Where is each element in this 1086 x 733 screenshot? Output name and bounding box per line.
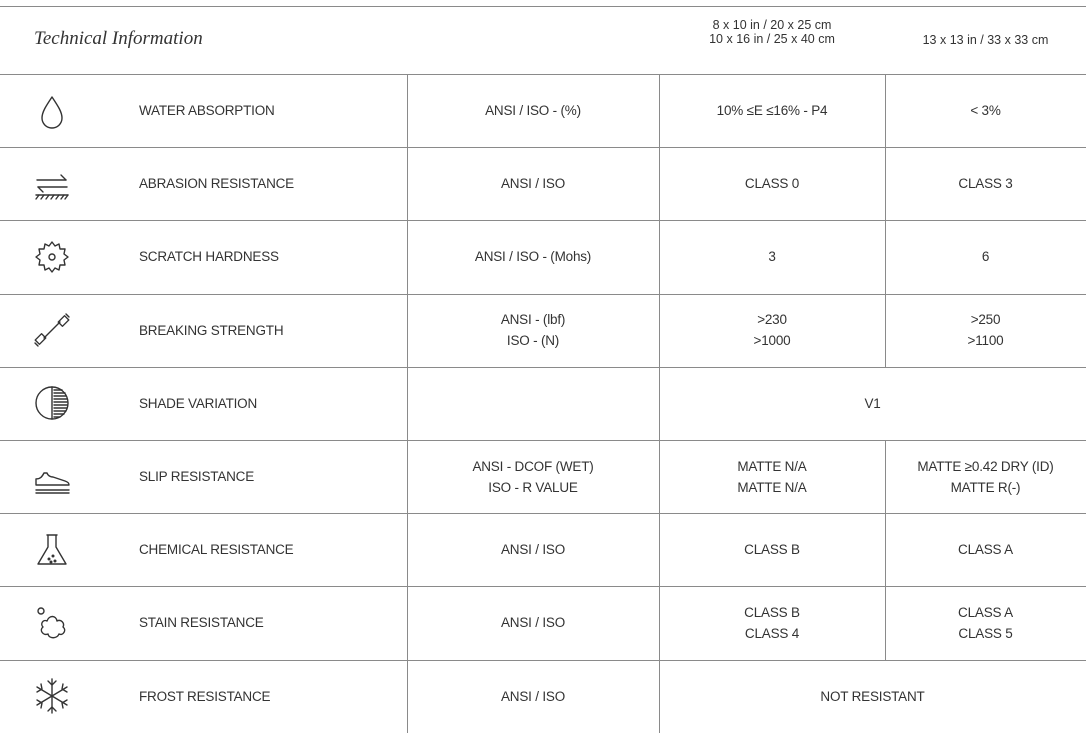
cell-line: NOT RESISTANT [820, 688, 925, 704]
dumbbell-icon [30, 308, 74, 352]
cell-line: CLASS 3 [958, 176, 1013, 192]
column-header-small-sizes [659, 18, 885, 46]
cell-line: CLASS 5 [958, 625, 1013, 641]
value-cell-large-size [885, 220, 1086, 293]
cell-line: CLASS B [744, 604, 800, 620]
column-header-line: 10 x 16 in / 25 x 40 cm [709, 32, 835, 46]
value-cell-large-size [885, 440, 1086, 513]
cell-line: 6 [981, 249, 990, 265]
cell-line: ANSI / ISO - (Mohs) [474, 249, 592, 265]
property-label: CHEMICAL RESISTANCE [139, 542, 294, 558]
abrasion-icon [30, 162, 74, 206]
cell-line: 10% ≤E ≤16% - P4 [716, 103, 828, 119]
gear-icon [30, 235, 74, 279]
cell-line: >1000 [753, 333, 791, 349]
value-cell-small-sizes [659, 220, 885, 293]
cell-line: ANSI / ISO - (%) [485, 103, 581, 119]
snowflake-icon [30, 674, 74, 718]
cell-line: CLASS 0 [744, 176, 800, 192]
column-header-line: 8 x 10 in / 20 x 25 cm [712, 18, 832, 32]
cell-line: ANSI / ISO [500, 176, 566, 192]
value-cell-small-sizes [659, 586, 885, 659]
cell-line: >230 [757, 312, 787, 328]
property-label: SHADE VARIATION [139, 395, 258, 411]
cell-line: ANSI / ISO [500, 615, 566, 631]
cell-line: MATTE R(-) [950, 479, 1021, 495]
cell-line: CLASS 4 [744, 625, 800, 641]
cell-line: ANSI / ISO [500, 542, 566, 558]
cell-line: ANSI - (lbf) [500, 312, 566, 328]
flask-icon [30, 528, 74, 572]
cell-line: CLASS B [744, 542, 800, 558]
standard-cell [407, 586, 659, 659]
standard-cell [407, 147, 659, 220]
cell-line: V1 [864, 395, 881, 411]
water-drop-icon [30, 89, 74, 133]
value-cell-small-sizes [659, 440, 885, 513]
stain-icon [30, 601, 74, 645]
cell-line: >1100 [967, 333, 1004, 349]
property-label: ABRASION RESISTANCE [139, 176, 294, 192]
cell-line: 3 [768, 249, 776, 265]
shoe-icon [30, 455, 74, 499]
cell-line: ISO - R VALUE [488, 479, 578, 495]
standard-cell [407, 513, 659, 586]
shade-circle-icon [30, 381, 74, 425]
standard-cell [407, 220, 659, 293]
merged-value-cell [659, 367, 1086, 440]
value-cell-small-sizes [659, 147, 885, 220]
value-cell-large-size [885, 294, 1086, 367]
cell-line: >250 [970, 312, 1001, 328]
cell-line: MATTE ≥0.42 DRY (ID) [917, 458, 1054, 474]
page-title: Technical Information [34, 28, 203, 49]
property-label: FROST RESISTANCE [139, 688, 271, 704]
value-cell-large-size [885, 586, 1086, 659]
value-cell-small-sizes [659, 513, 885, 586]
cell-line: ISO - (N) [506, 333, 560, 349]
cell-line: ANSI / ISO [500, 688, 566, 704]
cell-line: ANSI - DCOF (WET) [472, 458, 594, 474]
merged-value-cell [659, 660, 1086, 733]
value-cell-small-sizes [659, 294, 885, 367]
property-label: SCRATCH HARDNESS [139, 249, 279, 265]
cell-line: CLASS A [958, 604, 1013, 620]
standard-cell [407, 74, 659, 147]
table-top-rule [0, 6, 1086, 7]
column-header-large-size [885, 33, 1086, 47]
value-cell-small-sizes [659, 74, 885, 147]
value-cell-large-size [885, 147, 1086, 220]
cell-line: CLASS A [958, 542, 1013, 558]
property-label: WATER ABSORPTION [139, 103, 275, 119]
standard-cell [407, 440, 659, 513]
property-label: BREAKING STRENGTH [139, 322, 284, 338]
standard-cell [407, 660, 659, 733]
standard-cell [407, 294, 659, 367]
cell-line: MATTE N/A [737, 458, 807, 474]
column-header-line: 13 x 13 in / 33 x 33 cm [922, 33, 1049, 47]
cell-line: MATTE N/A [737, 479, 807, 495]
cell-line: < 3% [970, 103, 1001, 119]
property-label: SLIP RESISTANCE [139, 469, 255, 485]
standard-cell [407, 367, 659, 440]
value-cell-large-size [885, 74, 1086, 147]
property-label: STAIN RESISTANCE [139, 615, 264, 631]
value-cell-large-size [885, 513, 1086, 586]
